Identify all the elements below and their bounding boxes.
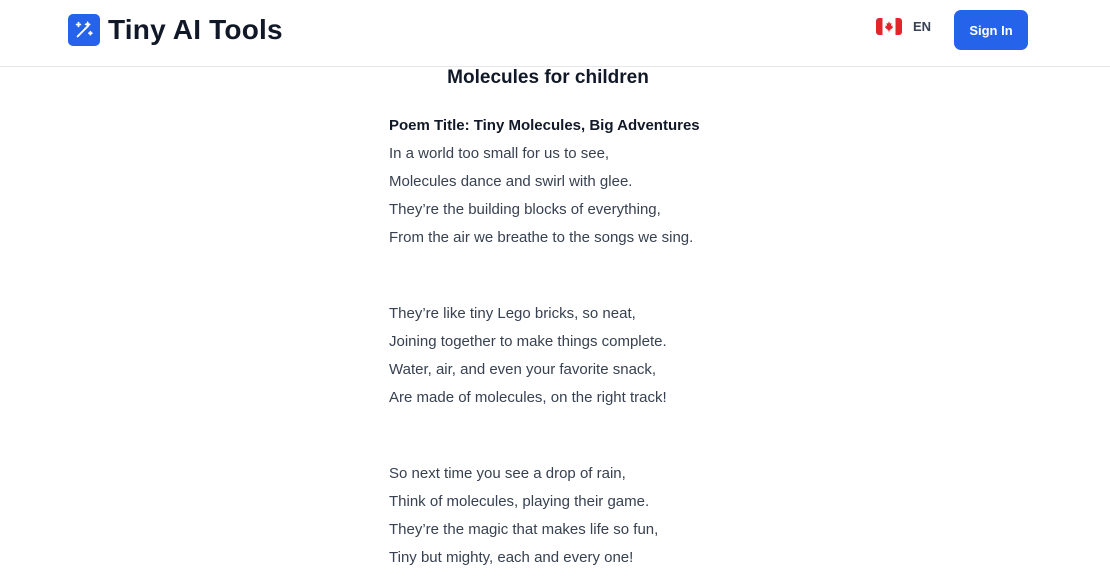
top-navigation-bar [0,0,1110,67]
page-title: Molecules for children [447,67,649,88]
poem-stanza-3 [389,462,749,574]
poem-line: So next time you see a drop of rain, [389,465,626,482]
brand-name: Tiny AI Tools [108,14,283,45]
poem-stanza-2 [389,302,749,414]
poem-line: Think of molecules, playing their game. [389,493,650,510]
poem-line: Water, air, and even your favorite snack, [389,361,657,378]
poem-line: They’re like tiny Lego bricks, so neat, [389,305,636,322]
poem-line: Molecules dance and swirl with glee. [389,173,633,190]
poem-title: Poem Title: Tiny Molecules, Big Adventures [389,117,700,134]
language-selector[interactable] [876,18,931,35]
poem-content [389,114,749,574]
poem-line: Are made of molecules, on the right track! [389,389,667,406]
poem-stanza-1 [389,142,749,254]
language-code: EN [913,19,932,34]
canada-flag-icon [876,18,902,35]
poem-line: They’re the magic that makes life so fun, [389,521,659,538]
poem-line: From the air we breathe to the songs we sing. [389,229,694,246]
poem-line: Joining together to make things complete. [389,333,667,350]
magic-wand-icon [68,14,100,46]
poem-line: They’re the building blocks of everything, [389,201,661,218]
brand-logo-link[interactable] [68,14,283,46]
poem-line: Tiny but mighty, each and every one! [389,549,634,566]
sign-in-button[interactable]: Sign In [954,10,1028,50]
poem-line: In a world too small for us to see, [389,145,610,162]
